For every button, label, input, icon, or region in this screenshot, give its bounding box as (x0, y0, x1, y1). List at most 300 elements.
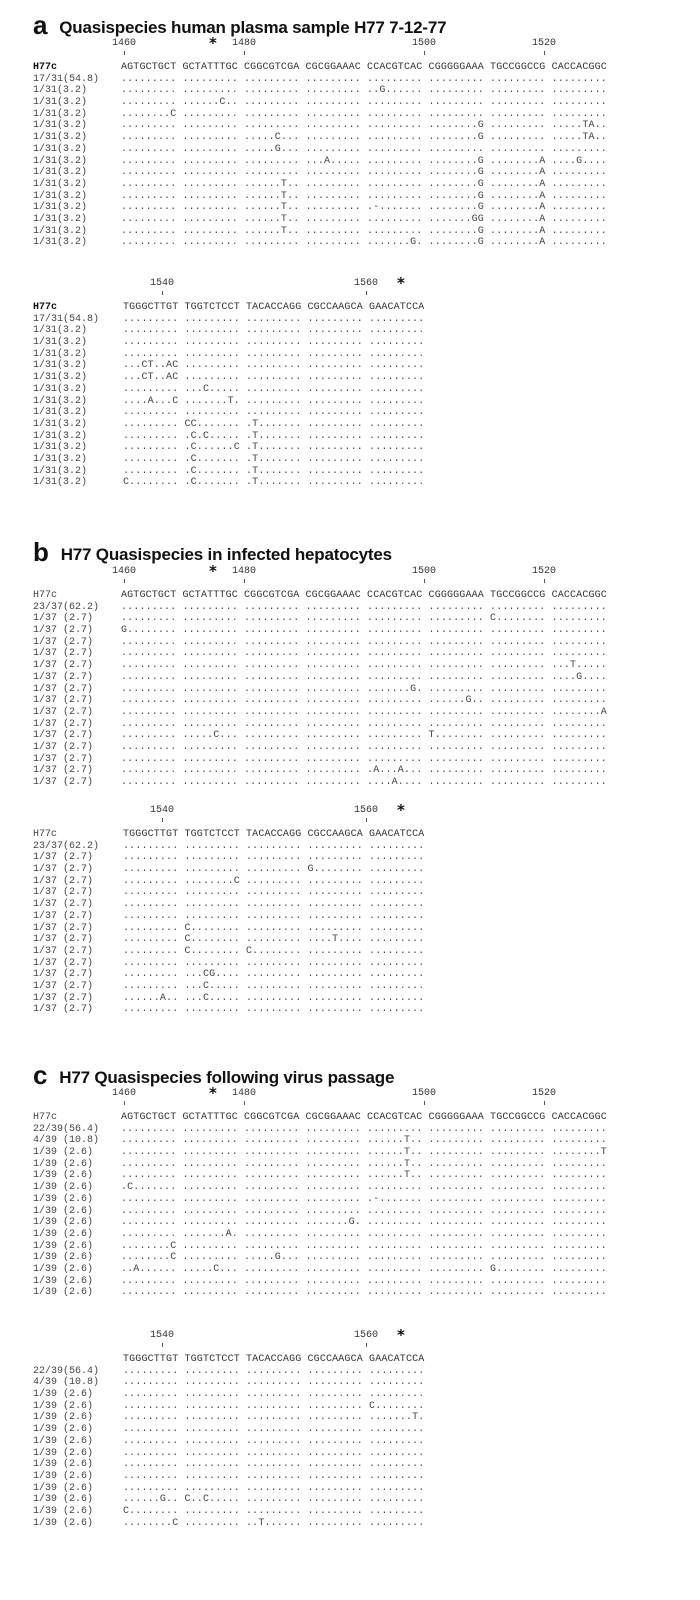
reference-sequence-row (33, 302, 424, 314)
asterisk-marker-icon: * (397, 801, 405, 819)
tick-mark (366, 818, 367, 822)
clone-frequency-label: 1/39 (2.6) (33, 1252, 94, 1264)
clone-frequency-label: 1/39 (2.6) (33, 1287, 94, 1299)
variant-sequence-row (33, 396, 424, 408)
variant-sequence-row (33, 899, 424, 911)
reference-sequence: TGGGCTTGT TGGTCTCCT TACACCAGG CGCCAAGCA GAACATCCA (123, 829, 425, 840)
variant-sequence: ......... ......... ......... ......... .......G. ......... ......... ......... (121, 683, 607, 695)
position-tick (409, 566, 439, 583)
variant-sequence-row (33, 442, 424, 454)
variant-sequence-row (33, 1377, 424, 1389)
variant-sequence: ......... ......... ......... ......... ......... ......... ......... ......... (121, 1123, 607, 1135)
variant-sequence: ......G.. C..C..... ......... ......... ......... (123, 1494, 425, 1506)
variant-sequence-row (33, 372, 424, 384)
variant-sequence: ......... ......... ......... ......... ......T.. ......... ......... ......... (121, 1170, 607, 1182)
clone-frequency-label: 1/37 (2.7) (33, 718, 94, 730)
clone-frequency-label: 1/39 (2.6) (33, 1482, 94, 1494)
tick-mark (544, 579, 545, 583)
clone-frequency-label: 1/39 (2.6) (33, 1517, 94, 1529)
variant-sequence: ......... ......... ......... ......... .......G. ........G ........A ......... (121, 237, 607, 249)
panel-heading: H77 Quasispecies in infected hepatocytes (60, 545, 392, 564)
variant-sequence: ......... .C....... .T....... ......... ......... (123, 453, 425, 465)
variant-sequence-row (33, 934, 424, 946)
variant-sequence-row (33, 1389, 424, 1401)
clone-frequency-label: 1/37 (2.7) (33, 695, 94, 707)
clone-frequency-label: 1/39 (2.6) (33, 1263, 94, 1275)
variant-sequence: ......... .C......C .T....... ......... ......... (123, 442, 425, 454)
clone-frequency-label: 1/31(3.2) (33, 178, 88, 190)
position-tick (351, 1330, 381, 1347)
variant-sequence: ......... ......... ......... ......... ......... ......... ......... ....G.... (121, 671, 607, 683)
tick-label: 1540 (149, 278, 174, 289)
alignment-block-1 (33, 34, 607, 249)
tick-label: 1540 (149, 1330, 174, 1341)
variant-sequence-row (33, 841, 424, 853)
variant-sequence: ......... ......... ......T.. ......... .-....... ........G ........A ......... (121, 202, 607, 214)
variant-sequence-row (33, 719, 607, 731)
position-ruler (33, 801, 424, 829)
position-tick (529, 566, 559, 583)
variant-sequence-row (33, 1483, 424, 1495)
tick-mark (162, 818, 163, 822)
variant-sequence: ......... ......... ......... ......... ......... (123, 325, 425, 337)
tick-mark (544, 1101, 545, 1105)
variant-sequence-row (33, 1159, 607, 1171)
tick-mark (244, 1101, 245, 1105)
variant-sequence-row (33, 1124, 607, 1136)
clone-frequency-label: 1/37 (2.7) (33, 671, 94, 683)
clone-frequency-label: 1/31(3.2) (33, 337, 88, 349)
variant-sequence: ........C ......... ......... ......... ......... ......... ......... ......... (121, 1240, 607, 1252)
clone-frequency-label: 1/37 (2.7) (33, 969, 94, 981)
clone-frequency-label: 1/37 (2.7) (33, 864, 94, 876)
clone-frequency-label: 4/39 (10.8) (33, 1377, 100, 1389)
clone-frequency-label: 1/31(3.2) (33, 190, 88, 202)
clone-frequency-label: 1/39 (2.6) (33, 1205, 94, 1217)
variant-sequence-row (33, 946, 424, 958)
variant-sequence: ......... ......... ......... ......... ......... ......... ......... ......... (121, 601, 607, 613)
variant-sequence: ......... ...C..... ......... ......... ......... (123, 980, 425, 992)
variant-sequence: ......... ......... ......... ......... ......... ......... ......... ......... (121, 73, 607, 85)
variant-sequence: C........ .C....... .T....... ......... ......... (123, 477, 425, 489)
variant-sequence: ......... ......... ......... ......... ......... (123, 1377, 425, 1389)
tick-label: 1460 (111, 566, 136, 577)
variant-sequence-row (33, 325, 424, 337)
variant-sequence: ......... ......... ......... ......... ......... (123, 1470, 425, 1482)
variant-sequence-row (33, 191, 607, 203)
clone-frequency-label: 1/31(3.2) (33, 108, 88, 120)
variant-sequence: ......... ......... ......... ......... ......... (123, 1004, 425, 1016)
variant-sequence: ........C ......... .....G... ......... ......... ......... ......... ......... (121, 1252, 607, 1264)
variant-sequence: ......... ......... ......... ......... ......... ......... C........ ......... (121, 613, 607, 625)
tick-label: 1460 (111, 38, 136, 49)
clone-frequency-label: 1/39 (2.6) (33, 1459, 94, 1471)
variant-sequence-row (33, 431, 424, 443)
variant-sequence-row (33, 1229, 607, 1241)
variant-sequence: ......... ......... ......... ......... ......T.. ......... ......... ......... (121, 1158, 607, 1170)
clone-frequency-label: 1/39 (2.6) (33, 1193, 94, 1205)
variant-sequence: ......... ......... ......... ......... ....A.... ......... ......... ......... (121, 777, 607, 788)
clone-frequency-label: 1/37 (2.7) (33, 613, 94, 625)
variant-sequence-row (33, 1252, 607, 1264)
reference-sequence-row (33, 1112, 607, 1124)
variant-sequence: ......... ......... ......... ......... ......... (123, 887, 425, 899)
tick-mark (124, 579, 125, 583)
variant-sequence-row (33, 156, 607, 168)
panel-letter: a (33, 10, 48, 40)
variant-sequence: ......... .....C... ......... ......... ......... T........ ......... ......... (121, 730, 607, 742)
clone-frequency-label: 1/37 (2.7) (33, 636, 94, 648)
position-tick (409, 38, 439, 55)
panel-title (33, 10, 446, 41)
clone-frequency-label: 1/37 (2.7) (33, 777, 94, 788)
clone-frequency-label: 23/37(62.2) (33, 601, 100, 613)
clone-frequency-label: 1/31(3.2) (33, 383, 88, 395)
clone-frequency-label: 1/39 (2.6) (33, 1170, 94, 1182)
position-tick (147, 278, 177, 295)
variant-sequence: ......... ......... ......... ......... ......... ......... ......... ......... (121, 718, 607, 730)
clone-frequency-label: 1/31(3.2) (33, 132, 88, 144)
clone-frequency-label: 1/39 (2.6) (33, 1447, 94, 1459)
variant-sequence: ......... ......... ......... ......... C........ (123, 1400, 425, 1412)
variant-sequence: C........ ......... ......... ......... ......... (123, 1505, 425, 1517)
variant-sequence-row (33, 969, 424, 981)
alignment-block-2 (33, 801, 425, 1016)
panel-letter: c (33, 1060, 48, 1090)
tick-label: 1500 (411, 566, 436, 577)
clone-frequency-label: 17/31(54.8) (33, 73, 100, 85)
reference-label (33, 1354, 111, 1366)
position-tick (351, 805, 381, 822)
clone-frequency-label: 1/37 (2.7) (33, 992, 94, 1004)
variant-sequence-row (33, 1004, 424, 1016)
tick-mark (424, 1101, 425, 1105)
variant-sequence: ......... ......... ......... ......... ......... (123, 1447, 425, 1459)
variant-sequence: ......... ......... ......... ......... ......... ......... ......... ...T..... (121, 660, 607, 672)
reference-sequence: AGTGCTGCT GCTATTTGC CGGCGTCGA CGCGGAAAC CCACGTCAC CGGGGGAAA TGCCGGCCG CACCACGGC (121, 62, 607, 73)
clone-frequency-label: 1/37 (2.7) (33, 980, 94, 992)
alignment-block-2 (33, 1326, 425, 1529)
variant-sequence: ......... ......... ......T.. ......... ......... ........G ........A ......... (121, 190, 607, 202)
clone-frequency-label: 1/31(3.2) (33, 395, 88, 407)
position-tick (109, 38, 139, 55)
variant-sequence: ......... ......... ......... ......... ......... (123, 407, 425, 419)
panel-heading: H77 Quasispecies following virus passage (59, 1068, 395, 1087)
position-tick (109, 566, 139, 583)
clone-frequency-label: 1/31(3.2) (33, 237, 88, 249)
clone-frequency-label: 1/39 (2.6) (33, 1470, 94, 1482)
variant-sequence: ......... ...C..... ......... ......... ......... (123, 383, 425, 395)
variant-sequence-row (33, 660, 607, 672)
variant-sequence-row (33, 1424, 424, 1436)
variant-sequence: ......... ......... ......... ......... .-....... ......... ......... ......... (121, 1193, 607, 1205)
variant-sequence-row (33, 1135, 607, 1147)
clone-frequency-label: 22/39(56.4) (33, 1123, 100, 1135)
clone-frequency-label: 1/39 (2.6) (33, 1240, 94, 1252)
reference-sequence: AGTGCTGCT GCTATTTGC CGGCGTCGA CGCGGAAAC CCACGTCAC CGGGGGAAA TGCCGGCCG CACCACGGC (121, 590, 607, 601)
clone-frequency-label: 1/31(3.2) (33, 202, 88, 214)
variant-sequence-row (33, 1194, 607, 1206)
variant-sequence: ......... ......... .....G... ......... ......... ......... ......... ......... (121, 143, 607, 155)
clone-frequency-label: 1/31(3.2) (33, 97, 88, 109)
variant-sequence-row (33, 876, 424, 888)
clone-frequency-label: 1/39 (2.6) (33, 1505, 94, 1517)
variant-sequence-row (33, 1448, 424, 1460)
variant-sequence-row (33, 613, 607, 625)
variant-sequence-row (33, 419, 424, 431)
position-tick (147, 805, 177, 822)
clone-frequency-label: 1/31(3.2) (33, 430, 88, 442)
reference-sequence: TGGGCTTGT TGGTCTCCT TACACCAGG CGCCAAGCA GAACATCCA (123, 302, 425, 313)
variant-sequence: ......... .C....... .T....... ......... ......... (123, 465, 425, 477)
clone-frequency-label: 1/37 (2.7) (33, 875, 94, 887)
variant-sequence-row (33, 765, 607, 777)
clone-frequency-label: 1/39 (2.6) (33, 1228, 94, 1240)
variant-sequence: ......... ......... ......T.. ......... ......... ........G ........A ......... (121, 178, 607, 190)
clone-frequency-label: 1/39 (2.6) (33, 1147, 94, 1159)
variant-sequence-row (33, 202, 607, 214)
clone-frequency-label: 1/37 (2.7) (33, 648, 94, 660)
tick-label: 1520 (531, 566, 556, 577)
tick-label: 1560 (353, 805, 378, 816)
reference-label: H77c (33, 590, 58, 601)
tick-mark (424, 51, 425, 55)
asterisk-marker-icon: * (209, 562, 217, 580)
clone-frequency-label: 1/37 (2.7) (33, 887, 94, 899)
tick-mark (424, 579, 425, 583)
clone-frequency-label: 1/37 (2.7) (33, 899, 94, 911)
variant-sequence: ......... ......... ......... ......... ......... ......... ......... ......... (121, 1205, 607, 1217)
reference-label: H77c (33, 62, 58, 73)
variant-sequence: ......... ......... ......... ......... ......... (123, 899, 425, 911)
variant-sequence-row (33, 74, 607, 86)
tick-label: 1560 (353, 278, 378, 289)
variant-sequence: ......... ......... ......... ......... ......... (123, 910, 425, 922)
variant-sequence-row (33, 707, 607, 719)
variant-sequence-row (33, 97, 607, 109)
clone-frequency-label: 1/37 (2.7) (33, 625, 94, 637)
panel-letter: b (33, 537, 49, 567)
variant-sequence-row (33, 384, 424, 396)
variant-sequence-row (33, 742, 607, 754)
variant-sequence-row (33, 237, 607, 249)
clone-frequency-label: 1/31(3.2) (33, 225, 88, 237)
variant-sequence-row (33, 1264, 607, 1276)
variant-sequence-row (33, 911, 424, 923)
position-tick (529, 38, 559, 55)
asterisk-marker-icon: * (209, 34, 217, 52)
tick-label: 1540 (149, 805, 174, 816)
tick-mark (124, 1101, 125, 1105)
clone-frequency-label: 1/31(3.2) (33, 213, 88, 225)
variant-sequence-row (33, 167, 607, 179)
variant-sequence-row (33, 407, 424, 419)
alignment-block-2 (33, 274, 425, 489)
variant-sequence-row (33, 466, 424, 478)
clone-frequency-label: 1/37 (2.7) (33, 934, 94, 946)
clone-frequency-label: 1/39 (2.6) (33, 1424, 94, 1436)
clone-frequency-label: 1/31(3.2) (33, 155, 88, 167)
variant-sequence: ......... ......... .....C... ......... ......... ........G ......... .....TA.. (121, 132, 607, 144)
variant-sequence-row (33, 730, 607, 742)
variant-sequence-row (33, 625, 607, 637)
clone-frequency-label: 1/39 (2.6) (33, 1158, 94, 1170)
tick-label: 1460 (111, 1088, 136, 1099)
variant-sequence-row (33, 1471, 424, 1483)
variant-sequence: ......... ......... ......... ......... ......... ......... ......... ......... (121, 1275, 607, 1287)
clone-frequency-label: 1/39 (2.6) (33, 1435, 94, 1447)
variant-sequence-row (33, 648, 607, 660)
position-ruler (33, 274, 424, 302)
variant-sequence: ......... ......... ......T.. ......... ......... .......GG ........A ......... (121, 213, 607, 225)
clone-frequency-label: 1/37 (2.7) (33, 852, 94, 864)
tick-mark (366, 1343, 367, 1347)
variant-sequence: ....A...C .......T. ......... ......... ......... (123, 395, 425, 407)
variant-sequence: ......... ......... ......... ......... .A...A... ......... ......... ......... (121, 765, 607, 777)
variant-sequence-row (33, 109, 607, 121)
tick-label: 1500 (411, 1088, 436, 1099)
variant-sequence: ......... .......A. ......... ......... ......... ......... ......... ......... (121, 1228, 607, 1240)
asterisk-marker-icon: * (209, 1084, 217, 1102)
position-ruler (33, 34, 607, 62)
variant-sequence-row (33, 144, 607, 156)
tick-mark (244, 579, 245, 583)
clone-frequency-label: 1/37 (2.7) (33, 660, 94, 672)
variant-sequence-row (33, 1206, 607, 1218)
clone-frequency-label: 1/31(3.2) (33, 465, 88, 477)
clone-frequency-label: 1/39 (2.6) (33, 1217, 94, 1229)
tick-label: 1480 (231, 566, 256, 577)
variant-sequence: G........ ......... ......... ......... ......... ......... ......... ......... (121, 625, 607, 637)
variant-sequence-row (33, 1241, 607, 1253)
clone-frequency-label: 1/31(3.2) (33, 453, 88, 465)
clone-frequency-label: 1/31(3.2) (33, 143, 88, 155)
variant-sequence-row (33, 672, 607, 684)
variant-sequence-row (33, 1217, 607, 1229)
variant-sequence: ......... ......... ......... ......... ......... ......... ......... ......... (121, 753, 607, 765)
clone-frequency-label: 1/31(3.2) (33, 360, 88, 372)
clone-frequency-label: 1/31(3.2) (33, 418, 88, 430)
variant-sequence: ...CT..AC ......... ......... ......... ......... (123, 372, 425, 384)
tick-mark (244, 51, 245, 55)
variant-sequence: ......... ......... ......T.. ......... ......... ........G ........A ......... (121, 225, 607, 237)
tick-label: 1520 (531, 38, 556, 49)
variant-sequence-row (33, 1366, 424, 1378)
position-tick (109, 1088, 139, 1105)
clone-frequency-label: 1/37 (2.7) (33, 945, 94, 957)
variant-sequence: ..A...... .....C... ......... ......... ......... ......... G........ ......... (121, 1263, 607, 1275)
variant-sequence-row (33, 314, 424, 326)
variant-sequence-row (33, 1147, 607, 1159)
variant-sequence: ......... ......... ......... ......... ......... (123, 337, 425, 349)
clone-frequency-label: 1/31(3.2) (33, 477, 88, 489)
position-ruler (33, 562, 607, 590)
clone-frequency-label: 1/39 (2.6) (33, 1389, 94, 1401)
variant-sequence: ......... ......... ......... ......... ......... ........G ........A ......... (121, 167, 607, 179)
position-tick (147, 1330, 177, 1347)
asterisk-marker-icon: * (397, 1326, 405, 1344)
asterisk-marker-icon: * (397, 274, 405, 292)
variant-sequence-row (33, 637, 607, 649)
variant-sequence: ......... ......... ......... ......... .......T. (123, 1412, 425, 1424)
variant-sequence-row (33, 1276, 607, 1288)
variant-sequence: ......... ......... ......... ......... ......... (123, 840, 425, 852)
variant-sequence-row (33, 887, 424, 899)
variant-sequence-row (33, 1401, 424, 1413)
clone-frequency-label: 1/31(3.2) (33, 325, 88, 337)
reference-sequence: TGGGCTTGT TGGTCTCCT TACACCAGG CGCCAAGCA GAACATCCA (123, 1354, 425, 1365)
variant-sequence-row (33, 958, 424, 970)
clone-frequency-label: 1/37 (2.7) (33, 683, 94, 695)
tick-label: 1480 (231, 1088, 256, 1099)
variant-sequence: ......... ......C.. ......... ......... ......... ......... ......... ......... (121, 97, 607, 109)
variant-sequence: .C....... ......... ......... ......... ......... ......... ......... ......... (121, 1182, 607, 1194)
variant-sequence: ......... ......... ......... ......... ......... (123, 852, 425, 864)
position-tick (229, 38, 259, 55)
clone-frequency-label: 1/37 (2.7) (33, 922, 94, 934)
tick-label: 1520 (531, 1088, 556, 1099)
variant-sequence-row (33, 1506, 424, 1518)
tick-mark (544, 51, 545, 55)
tick-mark (162, 291, 163, 295)
variant-sequence-row (33, 695, 607, 707)
clone-frequency-label: 1/31(3.2) (33, 348, 88, 360)
variant-sequence-row (33, 1170, 607, 1182)
clone-frequency-label: 1/37 (2.7) (33, 753, 94, 765)
clone-frequency-label: 17/31(54.8) (33, 313, 100, 325)
tick-mark (124, 51, 125, 55)
variant-sequence: ........C ......... ..T...... ......... ......... (123, 1517, 425, 1529)
variant-sequence: ......... ......... ......... ......... ......... (123, 1365, 425, 1377)
clone-frequency-label: 1/31(3.2) (33, 120, 88, 132)
variant-sequence: ......... ......... ......... ......... ......... ......... ......... ......... (121, 648, 607, 660)
variant-sequence-row (33, 1518, 424, 1530)
tick-mark (162, 1343, 163, 1347)
variant-sequence-row (33, 349, 424, 361)
variant-sequence: ......... ...CG.... ......... ......... ......... (123, 969, 425, 981)
variant-sequence: ......... ......... ......... ......... ......... (123, 348, 425, 360)
variant-sequence-row (33, 120, 607, 132)
variant-sequence-row (33, 214, 607, 226)
variant-sequence: ......... ......... ......... ......... ......... (123, 1459, 425, 1471)
clone-frequency-label: 1/37 (2.7) (33, 1004, 94, 1016)
variant-sequence: ......... C........ ......... ....T.... ......... (123, 934, 425, 946)
clone-frequency-label: 1/39 (2.6) (33, 1412, 94, 1424)
clone-frequency-label: 1/37 (2.7) (33, 910, 94, 922)
variant-sequence: ......... ......... ......... ......... ......... (123, 1435, 425, 1447)
variant-sequence-row (33, 1287, 607, 1299)
variant-sequence-row (33, 852, 424, 864)
variant-sequence: ......... ......... ......... ......... ......... ......... ......... ......... (121, 636, 607, 648)
clone-frequency-label: 1/37 (2.7) (33, 957, 94, 969)
variant-sequence-row (33, 1459, 424, 1471)
clone-frequency-label: 1/39 (2.6) (33, 1494, 94, 1506)
variant-sequence: ......... ......... ......... ......... ......... (123, 313, 425, 325)
reference-sequence-row (33, 1354, 424, 1366)
clone-frequency-label: 1/37 (2.7) (33, 730, 94, 742)
clone-frequency-label: 1/37 (2.7) (33, 706, 94, 718)
variant-sequence: ......... ......... ......... ......... ......... (123, 1424, 425, 1436)
reference-label: H77c (33, 829, 58, 840)
variant-sequence-row (33, 684, 607, 696)
variant-sequence: ......... ......... ......... ......... ......T.. ......... ......... ........T (121, 1147, 607, 1159)
variant-sequence-row (33, 85, 607, 97)
reference-label: H77c (33, 302, 58, 313)
variant-sequence: ......... C........ ......... ......... ......... (123, 922, 425, 934)
clone-frequency-label: 1/37 (2.7) (33, 741, 94, 753)
variant-sequence: ......... ......... ......... ......... ......... (123, 1389, 425, 1401)
variant-sequence: ......... ......... ......... ......... ......... ......... ......... ......... (121, 741, 607, 753)
